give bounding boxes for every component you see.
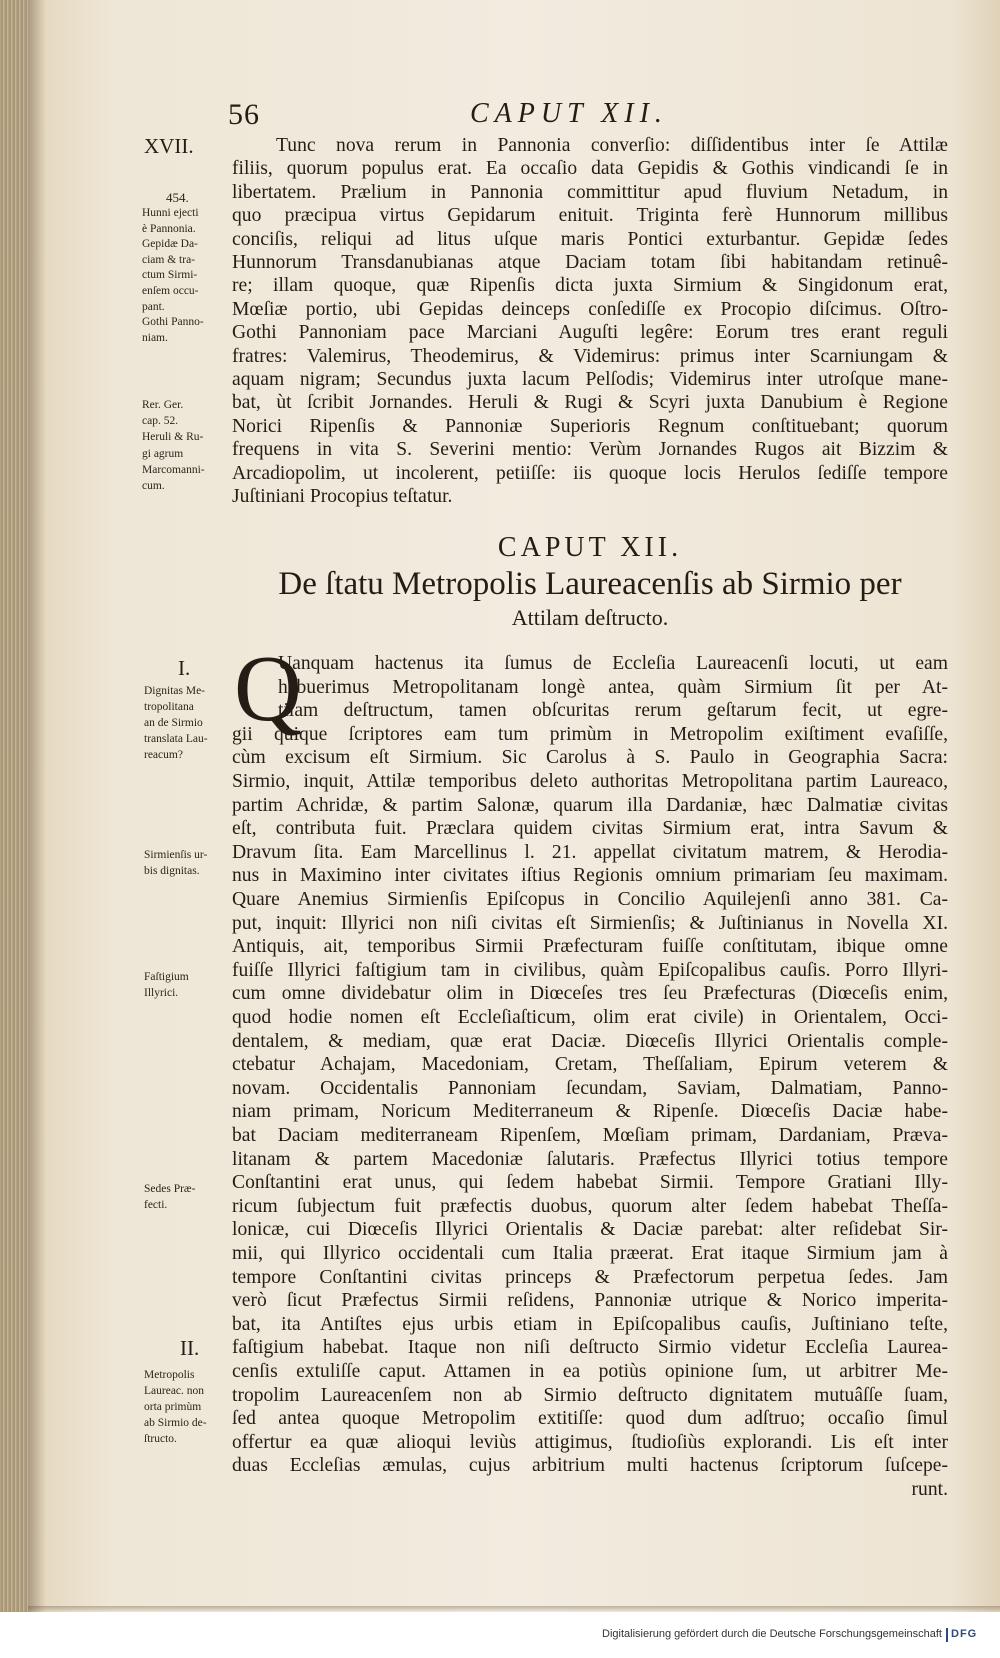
margin-note-line: reacum?: [144, 749, 183, 761]
text-line: litanam & partem Macedoniæ ſalutaris. Præfectus Illyrici totius tempore: [232, 1148, 948, 1170]
text-line: aquam nigram; Secundus juxta lacum Pelſodis; Videmirus inter utroſque mane-: [232, 369, 948, 390]
text-line: fuiſſe Illyrici faſtigium tam in civilibus, quàm Epiſcopalibus cauſis. Porro Illyri-: [232, 959, 948, 981]
margin-note-line: cum.: [142, 480, 165, 492]
text-line: fratres: Valemirus, Theodemirus, & Videmirus: primus inter Scarniungam &: [232, 345, 948, 367]
text-line: Hunnorum Transdanubianas atque Daciam totam ſibi habitandam retinuê-: [232, 252, 948, 273]
text-line: filiis, quorum populus erat. Ea occaſio data Gepidis & Gothis vindicandi ſe in: [232, 158, 948, 180]
text-line: re; illam quoque, quæ Ripenſis dicta juxta Sirmium & Singidonum erat,: [232, 275, 948, 297]
text-line: nus in Maximino inter civitates iſtius Regionis omnium primariam ſeu maximam.: [232, 865, 948, 887]
page-number: 56: [228, 98, 260, 131]
text-line: eſt, contributa fuit. Præclara quidem civitas Sirmium erat, intra Savum &: [232, 818, 948, 840]
text-line: ſed antea quoque Metropolim extitiſſe: quod dum adſtruo; occaſio ſimul: [232, 1408, 948, 1430]
text-line: mii, qui Illyrico occidentali cum Italia præerat. Erat itaque Sirmium jam à: [232, 1243, 948, 1264]
text-line: cùm excisum eſt Sirmium. Sic Carolus à S. Paulo in Geographia Sacra:: [232, 747, 948, 769]
margin-note-line: Sedes Præ-: [144, 1183, 196, 1195]
text-line: runt.: [911, 1479, 948, 1500]
margin-note-line: cap. 52.: [142, 415, 179, 428]
margin-note-line: Metropolis: [144, 1369, 195, 1381]
margin-note-line: fecti.: [144, 1199, 168, 1211]
margin-note-line: an de Sirmio: [144, 717, 203, 729]
text-line: lonicæ, cui Diœceſis Illyrici Orientalis & Daciæ parebat: alter reſidebat Sir-: [232, 1219, 948, 1241]
section-number-xvii: XVII.: [144, 134, 194, 158]
text-line: quod hodie nomen eſt Eccleſiaſticum, olim erat civile) in Orientalem, Occi-: [232, 1007, 948, 1028]
margin-note-line: Gepidæ Da-: [142, 238, 198, 251]
text-line: Juſtiniani Procopius teſtatur.: [232, 486, 453, 507]
text-line: bat Daciam mediterraneam Ripenſem, Mœſiam primam, Dardaniam, Præva-: [232, 1125, 948, 1146]
text-line: cenſis extuliſſe caput. Attamen in ea potiùs opinione ſum, ut arbitrer Me-: [232, 1361, 948, 1382]
text-line: partim Achridæ, & partim Salonæ, quarum illa Dardaniæ, hæc Dalmatiæ civitas: [232, 794, 948, 816]
margin-note-line: ab Sirmio de-: [144, 1417, 207, 1429]
margin-note-line: Illyrici.: [144, 987, 179, 999]
margin-note-line: ſtructo.: [144, 1433, 177, 1445]
text-line: conciſis, reliqui ad litus uſque maris Pontici exturbantur. Gepidæ ſedes: [232, 228, 948, 250]
margin-note-line: tropolitana: [144, 701, 194, 713]
text-line: dentalem, & mediam, quæ erat Daciæ. Diœceſis Illyrici Orientalis comple-: [232, 1030, 948, 1052]
margin-note-line: Hunni ejecti: [142, 207, 199, 219]
margin-note-line: Dignitas Me-: [144, 685, 206, 697]
margin-note-line: è Pannonia.: [142, 222, 196, 235]
text-line: put, inquit: Illyrici non niſi civitas eſt Sirmienſis; & Juſtinianus in Novella XI.: [232, 912, 948, 934]
margin-note-line: Heruli & Ru-: [142, 431, 204, 444]
margin-note-line: enſem occu-: [142, 285, 199, 297]
margin-note-line: Marcomanni-: [142, 463, 205, 476]
text-line: Uanquam hactenus ita ſumus de Eccleſia Laureacenſi locuti, ut eam: [278, 653, 948, 674]
text-line: quo præcipua virtus Gepidarum enituit. Triginta ferè Hunnorum millibus: [232, 205, 948, 227]
text-line: libertatem. Prælium in Pannonia committitur apud fluvium Netadum, in: [232, 181, 948, 203]
text-line: offertur ea quæ alioqui leviùs attigimus, ſtudioſiùs explorandi. Lis eſt inter: [232, 1431, 948, 1453]
text-line: Norici Ripenſis & Pannoniæ Superioris Regnum conſtituebant; quorum: [232, 415, 948, 437]
spine-shadow: [28, 0, 46, 1612]
section-number-ii: II.: [180, 1336, 200, 1360]
book-page-edges: [0, 0, 28, 1612]
margin-note-line: orta primùm: [144, 1401, 202, 1413]
text-line: verò ſicut Præfectus Sirmii reſidens, Pannoniæ utrique & Norico imperita-: [232, 1290, 948, 1312]
text-line: tropolim Laureacenſem non ab Sirmio deſtructo dignitatem mutuâſſe ſuam,: [232, 1384, 948, 1406]
text-line: faſtigium habebat. Itaque non niſi deſtructo Sirmio videtur Eccleſia Laurea-: [232, 1337, 948, 1359]
text-line: Tunc nova rerum in Pannonia converſio: diſſidentibus inter ſe Attilæ: [276, 135, 948, 156]
text-line: Antiquis, ait, temporibus Sirmii Præfecturam fuiſſe conſtitutam, ibique omne: [232, 936, 948, 958]
dfg-logo: DFG: [946, 1628, 986, 1642]
text-line: tempore Conſtantini civitas princeps & Præfectorum perpetua ſedes. Jam: [232, 1266, 948, 1288]
text-line: novam. Occidentalis Pannoniam ſecundam, Saviam, Dalmatiam, Panno-: [232, 1077, 948, 1099]
text-line: Conſtantini erat unus, qui ſedem habebat Sirmii. Tempore Gratiani Illy-: [232, 1172, 948, 1194]
text-line: Quare Anemius Sirmienſis Epiſcopus in Concilio Aquilejenſi anno 381. Ca-: [232, 889, 948, 910]
margin-note-line: Laureac. non: [144, 1385, 205, 1397]
text-line: Arcadiopolim, ut incolerent, petiiſſe: iis quoque locis Herulos ſediſſe tempore: [232, 462, 948, 484]
text-line: tilam deſtructum, tamen obſcuritas rerum geſtarum fecit, ut egre-: [278, 700, 948, 722]
margin-note-line: Rer. Ger.: [142, 399, 184, 411]
running-head: CAPUT XII.: [470, 98, 668, 129]
text-line: Sirmio, inquit, Attilæ temporibus deleto authoritas Metropolitana partim Laureaco,: [232, 771, 948, 792]
chapter-title-line-2: Attilam deſtructo.: [511, 605, 669, 630]
text-line: bat, ùt ſcribit Jornandes. Heruli & Rugi & Scyri juxta Danubium è Regione: [232, 392, 948, 414]
drop-cap-initial: Q: [234, 637, 302, 741]
text-line: habuerimus Metropolitanam longè antea, quàm Sirmium ſit per At-: [278, 676, 948, 698]
text-line: ctebatur Achajam, Macedoniam, Cretam, Theſſaliam, Epirum veterem &: [232, 1054, 948, 1076]
margin-year: 454.: [166, 190, 189, 205]
digitization-credit: Digitalisierung gefördert durch die Deutsche Forschungsgemeinschaft: [602, 1628, 942, 1640]
margin-note-line: bis dignitas.: [144, 865, 200, 877]
margin-note-line: pant.: [142, 300, 165, 313]
text-line: Mœſiæ portio, ubi Gepidas deinceps conſediſſe ex Procopio diſcimus. Oſtro-: [232, 298, 948, 320]
section-number-i: I.: [178, 656, 191, 680]
margin-note-line: Gothi Panno-: [142, 316, 204, 329]
margin-note-line: Faſtigium: [144, 971, 189, 983]
margin-note-line: niam.: [142, 331, 168, 344]
text-line: cum omne dividebatur olim in Diœceſes tres ſeu Præfecturas (Diœceſis enim,: [232, 983, 948, 1005]
margin-note-line: ciam & tra-: [142, 253, 196, 266]
text-line: ricum ſubjectum fuit præfectis duobus, quorum alter ſedem habebat Theſſa-: [232, 1195, 948, 1217]
text-line: bat, ita Antiſtes ejus urbis etiam in Epiſcopalibus cauſis, Juſtiniano teſte,: [232, 1313, 948, 1335]
margin-note-line: ctum Sirmi-: [142, 269, 198, 282]
text-line: niam primam, Noricum Mediterraneum & Ripenſe. Diœceſis Daciæ habe-: [232, 1101, 948, 1123]
chapter-heading: CAPUT XII.: [497, 532, 683, 563]
text-line: gii quique ſcriptores eam tum primùm in Metropolim exiſtiment evaſiſſe,: [232, 723, 948, 745]
chapter-title-line-1: De ſtatu Metropolis Laureacenſis ab Sirmio per: [278, 566, 902, 602]
text-line: Gothi Pannoniam pace Marciani Auguſti legêre: Eorum tres erant reguli: [232, 322, 948, 344]
text-line: duas Eccleſias æmulas, cujus arbitrium multi hactenus ſcriptorum ſuſcepe-: [232, 1455, 948, 1477]
margin-note-line: Sirmienſis ur-: [144, 849, 208, 861]
margin-note-line: translata Lau-: [144, 733, 208, 745]
text-line: Dravum ſita. Eam Marcellinus l. 21. appellat civitatum matrem, & Herodia-: [232, 841, 948, 863]
text-line: frequens in vita S. Severini mentio: Verùm Jornandes Rugos ait Bizzim &: [232, 439, 948, 461]
margin-note-line: gi agrum: [142, 447, 184, 460]
